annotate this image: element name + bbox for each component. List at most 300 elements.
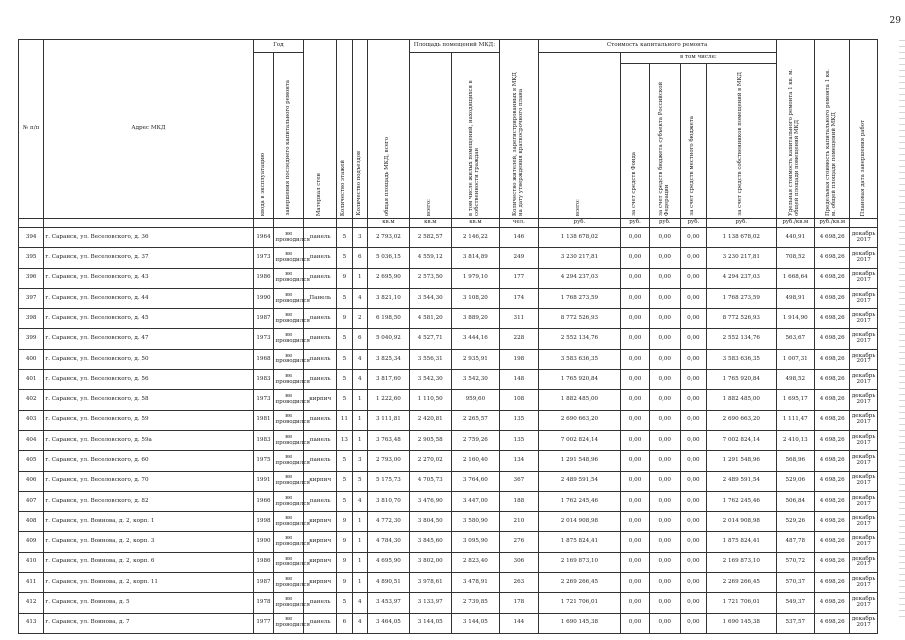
cell-residents: 198: [500, 349, 539, 369]
cell-max-cost: 4 698,26: [815, 573, 850, 593]
table-row: [19, 390, 878, 410]
cell-max-cost: 4 698,26: [815, 228, 850, 248]
cell-floors: 11: [337, 410, 352, 430]
cell-unit-cost: 1 111,47: [776, 410, 815, 430]
cell-wall-material: панель: [304, 370, 337, 390]
cell-cost-owners: 1 721 706,01: [707, 593, 776, 613]
cell-total-area: 4 890,51: [368, 573, 410, 593]
cell-address: г. Саранск, ул. Воинова, д. 2, корп. 3: [44, 532, 253, 552]
cell-address: г. Саранск, ул. Веселовского, д. 70: [44, 471, 253, 491]
cell-max-cost: 4 698,26: [815, 309, 850, 329]
cell-wall-material: панель: [304, 613, 337, 633]
page-number: 29: [889, 16, 901, 26]
cell-year-repair: не проводился: [274, 593, 304, 613]
cell-unit-cost: 440,91: [776, 228, 815, 248]
cell-unit-cost: 2 410,13: [776, 430, 815, 450]
cell-row-number: 400: [19, 349, 44, 369]
cell-residents: 148: [500, 370, 539, 390]
cell-unit-cost: 563,67: [776, 329, 815, 349]
cell-total-area: 2 793,02: [368, 228, 410, 248]
cell-cost-total: 1 291 548,96: [538, 451, 621, 471]
cell-planned-date: декабрь 2017: [850, 309, 878, 329]
col-cost-owners-header: за счет средств собственников помещений в МКД: [707, 64, 776, 219]
cell-address: г. Саранск, ул. Воинова, д. 2, корп. 1: [44, 512, 253, 532]
header-row-1: [19, 40, 878, 53]
cell-year-repair: не проводился: [274, 410, 304, 430]
cell-cost-fund: 0,00: [621, 329, 650, 349]
cell-unit-cost: 549,37: [776, 593, 815, 613]
unit-residents: чел.: [500, 219, 539, 228]
cell-cost-local: 0,00: [680, 573, 706, 593]
cell-cost-local: 0,00: [680, 491, 706, 511]
cell-unit-cost: 537,57: [776, 613, 815, 633]
cell-area-total: 3 144,05: [409, 613, 451, 633]
cell-cost-subject: 0,00: [649, 370, 680, 390]
cell-total-area: 4 772,30: [368, 512, 410, 532]
cell-cost-total: 1 762 245,46: [538, 491, 621, 511]
cell-row-number: 396: [19, 268, 44, 288]
cell-cost-owners: 2 014 908,98: [707, 512, 776, 532]
cell-entrances: 4: [352, 370, 367, 390]
table-row: [19, 248, 878, 268]
cell-cost-owners: 3 583 636,35: [707, 349, 776, 369]
cell-row-number: 401: [19, 370, 44, 390]
col-max-cost-header: Предельная стоимость капитального ремонта 1 кв. м. общей площади помещений МКД: [815, 40, 850, 219]
cell-floors: 6: [337, 613, 352, 633]
cell-residents: 135: [500, 410, 539, 430]
cell-cost-total: 2 269 266,45: [538, 573, 621, 593]
cell-entrances: 6: [352, 248, 367, 268]
cell-address: г. Саранск, ул. Веселовского, д. 44: [44, 288, 253, 308]
cell-total-area: 5 040,92: [368, 329, 410, 349]
table-row: [19, 410, 878, 430]
cell-cost-total: 2 489 591,54: [538, 471, 621, 491]
cell-address: г. Саранск, ул. Веселовского, д. 36: [44, 228, 253, 248]
cell-planned-date: декабрь 2017: [850, 451, 878, 471]
cell-area-citizens: 3 814,89: [451, 248, 499, 268]
cell-cost-subject: 0,00: [649, 349, 680, 369]
cell-area-citizens: 2 935,91: [451, 349, 499, 369]
cell-area-citizens: 3 108,20: [451, 288, 499, 308]
cell-cost-fund: 0,00: [621, 512, 650, 532]
cell-entrances: 4: [352, 288, 367, 308]
cell-row-number: 397: [19, 288, 44, 308]
cell-area-total: 3 544,30: [409, 288, 451, 308]
cell-unit-cost: 1 007,31: [776, 349, 815, 369]
unit-area-total: кв.м: [409, 219, 451, 228]
cell-wall-material: панель: [304, 410, 337, 430]
cell-planned-date: декабрь 2017: [850, 410, 878, 430]
cell-area-citizens: 2 823,40: [451, 552, 499, 572]
cell-total-area: 4 695,90: [368, 552, 410, 572]
cell-cost-total: 2 690 663,20: [538, 410, 621, 430]
cell-max-cost: 4 698,26: [815, 390, 850, 410]
cell-area-total: 3 542,30: [409, 370, 451, 390]
cell-max-cost: 4 698,26: [815, 370, 850, 390]
cell-unit-cost: 529,26: [776, 512, 815, 532]
cell-cost-total: 2 014 908,98: [538, 512, 621, 532]
cell-planned-date: декабрь 2017: [850, 329, 878, 349]
cell-residents: 263: [500, 573, 539, 593]
cell-row-number: 398: [19, 309, 44, 329]
cell-cost-fund: 0,00: [621, 613, 650, 633]
cell-wall-material: панель: [304, 248, 337, 268]
col-area-citizens-header: в том числе жилых помещений, находящихся в собственности граждан: [451, 53, 499, 219]
cell-cost-subject: 0,00: [649, 451, 680, 471]
cell-row-number: 412: [19, 593, 44, 613]
cell-cost-subject: 0,00: [649, 248, 680, 268]
cell-year-built: 1987: [253, 309, 274, 329]
table-row: [19, 593, 878, 613]
cell-cost-owners: 1 875 824,41: [707, 532, 776, 552]
col-floors-header: Количество этажей: [337, 40, 352, 219]
cell-wall-material: панель: [304, 451, 337, 471]
cell-cost-owners: 4 294 237,03: [707, 268, 776, 288]
cell-entrances: 4: [352, 613, 367, 633]
cell-cost-owners: 8 772 526,93: [707, 309, 776, 329]
cell-floors: 5: [337, 329, 352, 349]
cell-area-total: 2 905,58: [409, 430, 451, 450]
cell-year-repair: не проводился: [274, 552, 304, 572]
col-residents-header: Количество жителей, зарегистрированных в МКД на дату утверждения краткосрочного плана: [500, 40, 539, 219]
unit-area-citizens: кв.м: [451, 219, 499, 228]
cell-planned-date: декабрь 2017: [850, 430, 878, 450]
cell-planned-date: декабрь 2017: [850, 593, 878, 613]
cell-cost-fund: 0,00: [621, 430, 650, 450]
cell-residents: 306: [500, 552, 539, 572]
cell-cost-owners: 1 765 920,84: [707, 370, 776, 390]
cell-max-cost: 4 698,26: [815, 532, 850, 552]
cell-year-built: 1990: [253, 532, 274, 552]
cell-address: г. Саранск, ул. Веселовского, д. 56: [44, 370, 253, 390]
cell-cost-total: 1 765 920,84: [538, 370, 621, 390]
cell-area-citizens: 3 889,20: [451, 309, 499, 329]
cell-unit-cost: 529,06: [776, 471, 815, 491]
cell-cost-local: 0,00: [680, 532, 706, 552]
cell-cost-local: 0,00: [680, 329, 706, 349]
table-row: [19, 451, 878, 471]
cell-year-built: 1977: [253, 613, 274, 633]
cell-floors: 5: [337, 370, 352, 390]
cell-cost-subject: 0,00: [649, 309, 680, 329]
cell-cost-subject: 0,00: [649, 532, 680, 552]
cell-residents: 276: [500, 532, 539, 552]
cell-year-repair: не проводился: [274, 248, 304, 268]
col-cost-subject-header: за счет средств бюджета субъекта Российской Федерации: [649, 64, 680, 219]
cell-year-repair: не проводился: [274, 288, 304, 308]
table-row: [19, 288, 878, 308]
cell-total-area: 4 784,30: [368, 532, 410, 552]
cell-wall-material: панель: [304, 593, 337, 613]
cell-cost-fund: 0,00: [621, 268, 650, 288]
cell-unit-cost: 506,84: [776, 491, 815, 511]
cell-address: г. Саранск, ул. Воинова, д. 5: [44, 593, 253, 613]
col-entrances-header: Количество подъездов: [352, 40, 367, 219]
cell-planned-date: декабрь 2017: [850, 471, 878, 491]
cell-total-area: 3 825,34: [368, 349, 410, 369]
cell-area-total: 3 802,00: [409, 552, 451, 572]
cell-floors: 5: [337, 471, 352, 491]
table-row: [19, 430, 878, 450]
unit-cost-total: руб.: [538, 219, 621, 228]
cell-residents: 210: [500, 512, 539, 532]
cell-entrances: 1: [352, 532, 367, 552]
cell-cost-total: 4 294 237,03: [538, 268, 621, 288]
cell-cost-subject: 0,00: [649, 268, 680, 288]
cell-cost-owners: 2 690 663,20: [707, 410, 776, 430]
cell-total-area: 2 695,90: [368, 268, 410, 288]
col-address-header: Адрес МКД: [44, 40, 253, 219]
cell-cost-subject: 0,00: [649, 491, 680, 511]
cell-entrances: 6: [352, 329, 367, 349]
cell-cost-fund: 0,00: [621, 228, 650, 248]
cell-year-built: 1987: [253, 573, 274, 593]
cell-residents: 177: [500, 268, 539, 288]
cell-cost-local: 0,00: [680, 268, 706, 288]
cell-floors: 5: [337, 491, 352, 511]
cell-cost-fund: 0,00: [621, 552, 650, 572]
cell-cost-owners: 1 690 145,38: [707, 613, 776, 633]
col-area-group-header: Площадь помещений МКД:: [409, 40, 499, 53]
cell-cost-local: 0,00: [680, 390, 706, 410]
cell-address: г. Саранск, ул. Воинова, д. 7: [44, 613, 253, 633]
cell-row-number: 394: [19, 228, 44, 248]
cell-floors: 13: [337, 430, 352, 450]
cell-cost-total: 2 552 134,76: [538, 329, 621, 349]
cell-cost-subject: 0,00: [649, 288, 680, 308]
cell-year-built: 1975: [253, 451, 274, 471]
table-row: [19, 573, 878, 593]
cell-cost-subject: 0,00: [649, 329, 680, 349]
col-year-group-header: Год: [253, 40, 304, 53]
cell-row-number: 405: [19, 451, 44, 471]
cell-area-total: 2 582,57: [409, 228, 451, 248]
cell-planned-date: декабрь 2017: [850, 512, 878, 532]
cell-area-total: 2 573,50: [409, 268, 451, 288]
cell-floors: 5: [337, 288, 352, 308]
cell-total-area: 3 821,10: [368, 288, 410, 308]
cell-area-citizens: 3 542,30: [451, 370, 499, 390]
cell-residents: 188: [500, 491, 539, 511]
cell-area-total: 3 804,50: [409, 512, 451, 532]
cell-year-repair: не проводился: [274, 329, 304, 349]
unit-cost-local: руб.: [680, 219, 706, 228]
col-cost-fund-header: за счет средств Фонда: [621, 64, 650, 219]
cell-entrances: 4: [352, 491, 367, 511]
cell-year-repair: не проводился: [274, 451, 304, 471]
cell-total-area: 3 763,48: [368, 430, 410, 450]
cell-total-area: 3 453,97: [368, 593, 410, 613]
cell-cost-owners: 2 169 873,10: [707, 552, 776, 572]
cell-planned-date: декабрь 2017: [850, 349, 878, 369]
cell-total-area: 3 464,05: [368, 613, 410, 633]
col-cost-total-header: всего:: [538, 53, 621, 219]
cell-year-built: 1998: [253, 512, 274, 532]
cell-entrances: 5: [352, 471, 367, 491]
col-including-header: в том числе:: [621, 53, 776, 64]
cell-wall-material: панель: [304, 430, 337, 450]
cell-area-citizens: 3 447,00: [451, 491, 499, 511]
cell-cost-total: 2 169 873,10: [538, 552, 621, 572]
cell-year-repair: не проводился: [274, 349, 304, 369]
cell-address: г. Саранск, ул. Веселовского, д. 47: [44, 329, 253, 349]
cell-wall-material: кирпич: [304, 552, 337, 572]
cell-year-repair: не проводился: [274, 228, 304, 248]
cell-entrances: 1: [352, 512, 367, 532]
cell-planned-date: декабрь 2017: [850, 248, 878, 268]
cell-wall-material: кирпич: [304, 512, 337, 532]
col-cost-local-header: за счет средств местного бюджета: [680, 64, 706, 219]
cell-floors: 9: [337, 309, 352, 329]
cell-max-cost: 4 698,26: [815, 329, 850, 349]
cell-area-total: 2 420,81: [409, 410, 451, 430]
cell-planned-date: декабрь 2017: [850, 491, 878, 511]
cell-area-citizens: 3 144,05: [451, 613, 499, 633]
cell-max-cost: 4 698,26: [815, 593, 850, 613]
cell-area-citizens: 3 095,90: [451, 532, 499, 552]
cell-cost-total: 1 690 145,38: [538, 613, 621, 633]
cell-row-number: 410: [19, 552, 44, 572]
table-row: [19, 532, 878, 552]
cell-unit-cost: 568,96: [776, 451, 815, 471]
cell-max-cost: 4 698,26: [815, 349, 850, 369]
cell-unit-cost: 1 668,64: [776, 268, 815, 288]
cell-floors: 9: [337, 268, 352, 288]
cell-wall-material: панель: [304, 228, 337, 248]
col-planned-date-header: Плановая дата завершения работ: [850, 40, 878, 219]
cell-year-built: 1990: [253, 288, 274, 308]
table-row: [19, 349, 878, 369]
cell-residents: 146: [500, 228, 539, 248]
cell-cost-fund: 0,00: [621, 390, 650, 410]
cell-row-number: 403: [19, 410, 44, 430]
cell-year-built: 1983: [253, 370, 274, 390]
cell-planned-date: декабрь 2017: [850, 288, 878, 308]
cell-planned-date: декабрь 2017: [850, 573, 878, 593]
cell-cost-owners: 1 138 678,02: [707, 228, 776, 248]
cell-cost-fund: 0,00: [621, 248, 650, 268]
cell-row-number: 413: [19, 613, 44, 633]
cell-planned-date: декабрь 2017: [850, 370, 878, 390]
table-row: [19, 552, 878, 572]
cell-cost-owners: 1 882 485,00: [707, 390, 776, 410]
cell-floors: 5: [337, 451, 352, 471]
cell-area-citizens: 2 160,40: [451, 451, 499, 471]
table-row: [19, 309, 878, 329]
cell-residents: 174: [500, 288, 539, 308]
cell-unit-cost: 570,72: [776, 552, 815, 572]
cell-area-total: 1 110,50: [409, 390, 451, 410]
cell-cost-fund: 0,00: [621, 471, 650, 491]
cell-unit-cost: 1 914,90: [776, 309, 815, 329]
cell-max-cost: 4 698,26: [815, 613, 850, 633]
cell-year-repair: не проводился: [274, 268, 304, 288]
repair-plan-table: [18, 39, 878, 634]
cell-cost-local: 0,00: [680, 309, 706, 329]
cell-cost-local: 0,00: [680, 451, 706, 471]
cell-cost-total: 3 583 636,35: [538, 349, 621, 369]
cell-residents: 135: [500, 430, 539, 450]
cell-total-area: 3 111,81: [368, 410, 410, 430]
cell-entrances: 1: [352, 430, 367, 450]
cell-year-built: 1991: [253, 471, 274, 491]
cell-entrances: 3: [352, 451, 367, 471]
cell-cost-subject: 0,00: [649, 430, 680, 450]
cell-area-citizens: 3 478,91: [451, 573, 499, 593]
cell-year-repair: не проводился: [274, 430, 304, 450]
cell-cost-fund: 0,00: [621, 491, 650, 511]
unit-total-area: кв.м: [368, 219, 410, 228]
table-row: [19, 329, 878, 349]
cell-entrances: 1: [352, 552, 367, 572]
cell-area-citizens: 2 265,57: [451, 410, 499, 430]
cell-cost-subject: 0,00: [649, 552, 680, 572]
cell-max-cost: 4 698,26: [815, 430, 850, 450]
cell-wall-material: панель: [304, 491, 337, 511]
cell-year-repair: не проводился: [274, 613, 304, 633]
cell-address: г. Саранск, ул. Веселовского, д. 43: [44, 268, 253, 288]
cell-max-cost: 4 698,26: [815, 552, 850, 572]
cell-cost-subject: 0,00: [649, 410, 680, 430]
cell-cost-local: 0,00: [680, 552, 706, 572]
cell-year-built: 1978: [253, 593, 274, 613]
cell-row-number: 395: [19, 248, 44, 268]
cell-residents: 311: [500, 309, 539, 329]
cell-unit-cost: 498,91: [776, 288, 815, 308]
unit-unit-cost: руб./кв.м: [776, 219, 815, 228]
cell-cost-total: 1 882 485,00: [538, 390, 621, 410]
table-row: [19, 613, 878, 633]
cell-residents: 178: [500, 593, 539, 613]
cell-cost-local: 0,00: [680, 248, 706, 268]
cell-cost-total: 1 721 706,01: [538, 593, 621, 613]
cell-year-built: 1986: [253, 268, 274, 288]
cell-unit-cost: 708,52: [776, 248, 815, 268]
cell-year-built: 1973: [253, 329, 274, 349]
cell-area-citizens: 2 739,85: [451, 593, 499, 613]
unit-cost-owners: руб.: [707, 219, 776, 228]
col-material-header: Материал стен: [304, 40, 337, 219]
cell-residents: 367: [500, 471, 539, 491]
cell-cost-owners: 7 002 824,14: [707, 430, 776, 450]
cell-max-cost: 4 698,26: [815, 491, 850, 511]
cell-row-number: 408: [19, 512, 44, 532]
col-cost-group-header: Стоимость капитального ремонта: [538, 40, 776, 53]
cell-year-built: 1973: [253, 248, 274, 268]
cell-row-number: 406: [19, 471, 44, 491]
cell-floors: 9: [337, 512, 352, 532]
cell-year-repair: не проводился: [274, 532, 304, 552]
cell-year-repair: не проводился: [274, 370, 304, 390]
cell-cost-total: 3 230 217,81: [538, 248, 621, 268]
cell-year-built: 1966: [253, 491, 274, 511]
col-total-area-header: общая площадь МКД, всего: [368, 40, 410, 219]
cell-cost-fund: 0,00: [621, 309, 650, 329]
cell-wall-material: панель: [304, 349, 337, 369]
cell-address: г. Саранск, ул. Веселовского, д. 59а: [44, 430, 253, 450]
cell-cost-fund: 0,00: [621, 532, 650, 552]
cell-area-citizens: 2 146,22: [451, 228, 499, 248]
cell-total-area: 1 222,60: [368, 390, 410, 410]
cell-cost-owners: 1 291 548,96: [707, 451, 776, 471]
cell-cost-owners: 1 762 245,46: [707, 491, 776, 511]
cell-max-cost: 4 698,26: [815, 512, 850, 532]
cell-cost-owners: 1 768 273,59: [707, 288, 776, 308]
cell-cost-total: 1 875 824,41: [538, 532, 621, 552]
unit-cost-subject: руб.: [649, 219, 680, 228]
cell-cost-owners: 2 489 591,54: [707, 471, 776, 491]
cell-year-built: 1968: [253, 349, 274, 369]
